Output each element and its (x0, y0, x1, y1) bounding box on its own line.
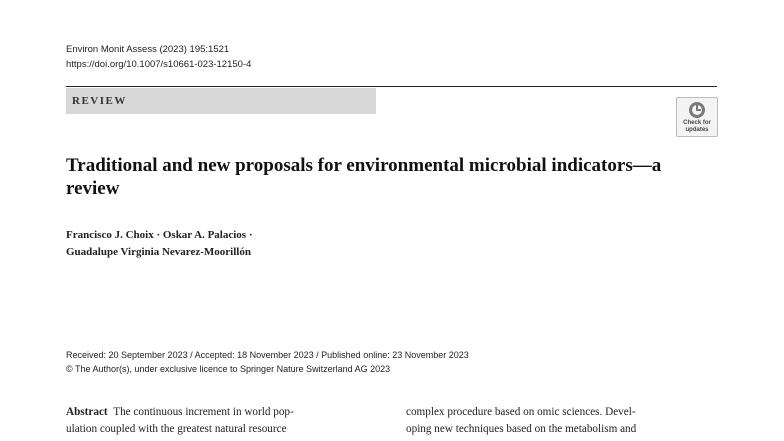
badge-text-1: Check for (683, 120, 711, 126)
abstract-right-column (406, 404, 719, 438)
copyright-notice: © The Author(s), under exclusive licence to Springer Nature Switzerland AG 2023 (66, 364, 391, 374)
abstract-text-2: ulation coupled with the greatest natural resource (66, 423, 287, 435)
abstract-text-4: oping new techniques based on the metabolism and (406, 423, 637, 435)
author-list (66, 227, 566, 261)
doi-link[interactable]: https://doi.org/10.1007/s10661-023-12150-4 (66, 59, 252, 70)
abstract-heading: Abstract (66, 406, 108, 418)
badge-text-2: updates (685, 127, 709, 133)
history-dates: Received: 20 September 2023 / Accepted: 18 November 2023 / Published online: 23 November 2023 (66, 350, 469, 360)
abstract-line-1 (66, 404, 379, 421)
header-rule (66, 86, 717, 87)
abstract-left-column (66, 404, 379, 438)
article-type-banner (66, 88, 376, 114)
check-for-updates-badge[interactable] (676, 97, 718, 137)
abstract-text-1: The continuous increment in world pop- (113, 406, 294, 418)
publication-history (66, 348, 716, 376)
article-title: Traditional and new proposals for environmental microbial indicators—a review (66, 155, 662, 199)
authors-line-2: Guadalupe Virginia Nevarez-Moorillón (66, 246, 251, 258)
authors-line-1: Francisco J. Choix · Oskar A. Palacios · (66, 229, 253, 241)
check-for-updates-icon (688, 101, 706, 119)
abstract-text-3: complex procedure based on omic sciences. Devel- (406, 406, 636, 418)
journal-reference: Environ Monit Assess (2023) 195:1521 (66, 44, 230, 55)
article-type-label: REVIEW (72, 95, 127, 107)
